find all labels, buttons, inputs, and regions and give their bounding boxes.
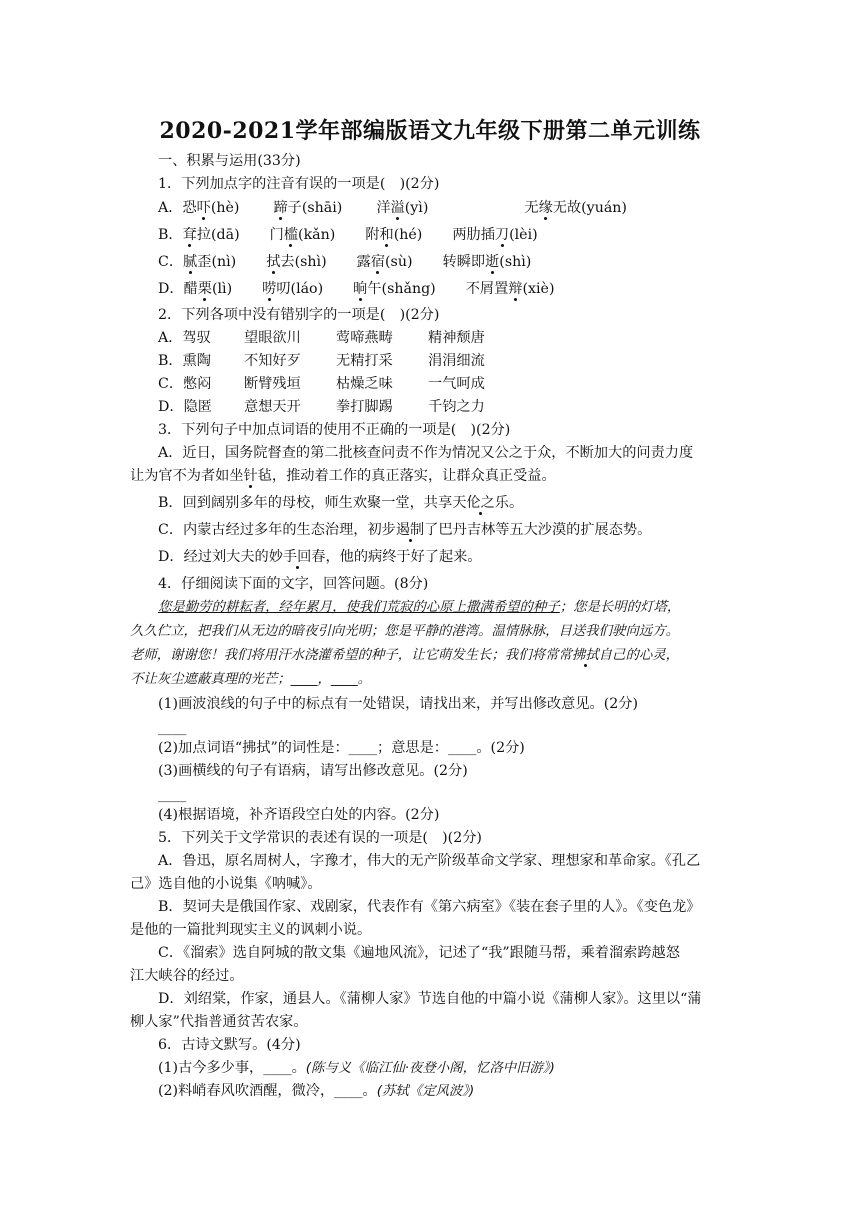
section-heading: 一、积累与运用(33分) xyxy=(158,153,301,169)
question-5-option-b-line2: 是他的一篇批判现实主义的讽刺小说。 xyxy=(130,922,372,938)
question-5-option-c-line1: C．《溜索》选自阿城的散文集《遍地风流》，记述了“我”跟随马帮，乘着溜索跨越怒 xyxy=(158,945,680,961)
question-4-sub-1: (1)画波浪线的句子中的标点有一处错误，请找出来，并写出修改意见。(2分) xyxy=(158,696,639,712)
question-5-stem: 5．下列关于文学常识的表述有误的一项是( )(2分) xyxy=(158,830,482,846)
question-6-stem: 6．古诗文默写。(4分) xyxy=(158,1037,301,1053)
question-2-option-d: D．隐匿 意想天开 拳打脚踢 千钧之力 xyxy=(158,399,485,415)
question-3-option-d: D．经过刘大夫的妙手回春，他的病终于好了起来。 xyxy=(158,549,482,565)
question-5-option-a-line1: A．鲁迅，原名周树人，字豫才，伟大的无产阶级革命文学家、理想家和革命家。《孔乙 xyxy=(158,853,701,869)
question-6-sub-2: (2)料峭春风吹酒醒，微冷，____。(苏轼《定风波》) xyxy=(158,1083,475,1099)
answer-blank: ____ xyxy=(158,787,187,803)
question-1-stem: 1．下列加点字的注音有误的一项是( )(2分) xyxy=(158,176,440,192)
question-1-option-d: D．醋栗(lì) 唠叨(láo) 晌午(shǎng) 不屑置辩(xiè) xyxy=(158,281,555,297)
question-3-option-b: B．回到阔别多年的母校，师生欢聚一堂，共享天伦之乐。 xyxy=(158,495,524,511)
question-5-option-b-line1: B．契诃夫是俄国作家、戏剧家，代表作有《第六病室》《装在套子里的人》。《变色龙》 xyxy=(158,899,701,915)
question-4-sub-2: (2)加点词语“拂拭”的词性是：____；意思是：____。(2分) xyxy=(158,740,525,756)
question-4-sub-4: (4)根据语境，补齐语段空白处的内容。(2分) xyxy=(158,807,440,823)
question-5-option-d-line2: 柳人家”代指普通贫苦农家。 xyxy=(130,1014,308,1030)
dotted-phrase: 遏制 xyxy=(395,522,425,538)
question-4-stem: 4．仔细阅读下面的文字，回答问题。(8分) xyxy=(158,576,429,592)
dotted-word: 拂拭 xyxy=(571,648,599,663)
passage-line-1: 您是勤劳的耕耘者，经年累月，使我们荒寂的心原上撒满希望的种子；您是长明的灯塔， xyxy=(158,600,681,615)
underlined-sentence: 您是勤劳的耕耘者，经年累月，使我们荒寂的心原上撒满希望的种子 xyxy=(158,600,560,615)
passage-line-2: 久久伫立，把我们从无边的暗夜引向光明；您是平静的港湾。温情脉脉，目送我们驶向远方。 xyxy=(130,624,680,639)
page-title: 2020-2021学年部编版语文九年级下册第二单元训练 xyxy=(159,118,701,144)
question-5-option-a-line2: 己》选自他的小说集《呐喊》。 xyxy=(130,876,322,892)
question-2-option-a: A．驾驭 望眼欲川 莺啼燕畴 精神颓唐 xyxy=(158,330,485,346)
dotted-phrase: 妙手回春 xyxy=(268,549,326,565)
question-1-option-a: A．恐吓(hè) 蹄子(shāi) 洋溢(yì) 无缘无故(yuán) xyxy=(158,200,627,216)
question-3-option-c: C．内蒙古经过多年的生态治理，初步遏制了巴丹吉林等五大沙漠的扩展态势。 xyxy=(158,522,652,538)
dotted-phrase: 天伦之乐 xyxy=(452,495,509,511)
question-2-stem: 2．下列各项中没有错别字的一项是( )(2分) xyxy=(158,307,440,323)
question-1-option-b: B．耷拉(dā) 门槛(kǎn) 附和(hé) 两肋插刀(lèi) xyxy=(158,227,538,243)
question-5-option-d-line1: D．刘绍棠，作家，通县人。《蒲柳人家》节选自他的中篇小说《蒲柳人家》。这里以“蒲 xyxy=(158,991,702,1007)
question-1-option-c: C．腻歪(nì) 拭去(shì) 露宿(sù) 转瞬即逝(shì) xyxy=(158,254,532,270)
passage-line-4: 不让灰尘遮蔽真理的光芒；____，____。 xyxy=(130,672,372,687)
question-3-option-a-line2: 让为官不为者如坐针毡，推动着工作的真正落实，让群众真正受益。 xyxy=(130,468,556,484)
question-3-option-a-line1: A．近日，国务院督查的第二批核查问责不作为情况又公之于众，不断加大的问责力度 xyxy=(158,445,694,461)
dotted-phrase: 坐针毡 xyxy=(229,468,272,484)
question-6-sub-1: (1)古今多少事，____。(陈与义《临江仙·夜登小阁，忆洛中旧游》) xyxy=(158,1060,555,1076)
question-5-option-c-line2: 江大峡谷的经过。 xyxy=(130,968,244,984)
passage-line-3: 老师，谢谢您！我们将用汗水浇灌希望的种子，让它萌发生长；我们将常常拂拭自己的心灵， xyxy=(130,648,680,663)
question-2-option-b: B．熏陶 不知好歹 无精打采 涓涓细流 xyxy=(158,353,485,369)
question-3-stem: 3．下列句子中加点词语的使用不正确的一项是( )(2分) xyxy=(158,422,511,438)
question-2-option-c: C．憋闷 断臂残垣 枯燥乏味 一气呵成 xyxy=(158,376,485,392)
answer-blank: ____ xyxy=(158,720,187,736)
question-4-sub-3: (3)画横线的句子有语病，请写出修改意见。(2分) xyxy=(158,763,468,779)
